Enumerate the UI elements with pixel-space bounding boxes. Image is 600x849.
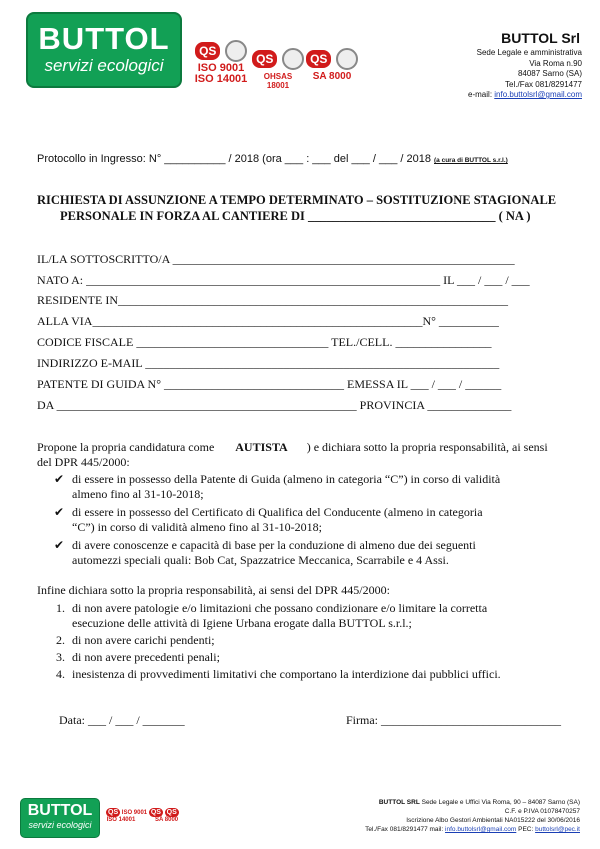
logo-subtitle: servizi ecologici — [44, 56, 164, 75]
email-label: e-mail: — [468, 90, 493, 99]
cert-seal-icon — [336, 48, 358, 70]
requirement-text: di avere conoscenze e capacità di base per la conduzione di almeno due dei seguenti automezzi speciali quali: Bob Cat, Spazzatrice Meccanica, Scarrabile e 4 Assi. — [72, 538, 476, 567]
field-residente[interactable]: RESIDENTE IN_________________________________________________________________ — [37, 293, 508, 307]
declaration-item — [46, 667, 506, 682]
declaration-text: di non avere precedenti penali; — [72, 650, 220, 664]
protocol-note: (a cura di BUTTOL s.r.l.) — [434, 157, 508, 164]
item-number: 2. — [56, 633, 65, 647]
qs-badge: QS — [195, 42, 220, 60]
declaration-intro: Infine dichiara sotto la propria responsabilità, ai sensi del DPR 445/2000: — [37, 583, 390, 597]
cert-sa8000: SA 8000 — [312, 71, 352, 82]
company-name: BUTTOL Srl — [501, 30, 580, 46]
form-title-line2: PERSONALE IN FORZA AL CANTIERE DI ______________________________ ( NA ) — [60, 209, 531, 223]
footer-line: Iscrizione Albo Gestori Ambientali NA015222 del 30/06/2016 — [406, 817, 580, 824]
declaration-text: di non avere carichi pendenti; — [72, 633, 215, 647]
cert-iso-9001: ISO 9001 — [197, 62, 245, 74]
field-codice-fiscale[interactable]: CODICE FISCALE ________________________________ TEL./CELL. ________________ — [37, 335, 492, 349]
checkmark-icon: ✔ — [54, 472, 65, 486]
logo-title: BUTTOL — [38, 21, 170, 56]
qs-badge: QS — [166, 809, 177, 816]
company-address — [468, 48, 582, 101]
declaration-item — [46, 650, 506, 665]
qs-badge: QS — [108, 809, 119, 816]
proposal-role: AUTISTA — [235, 440, 288, 454]
protocol-line — [37, 153, 508, 165]
footer-line — [365, 798, 580, 807]
checkmark-icon: ✔ — [54, 505, 65, 519]
footer-cert: SA 8000 — [154, 817, 179, 823]
buttol-logo — [26, 12, 182, 88]
footer-pec-label: PEC: — [516, 826, 536, 833]
protocol-text: Protocollo in Ingresso: N° __________ / 2018 (ora ___ : ___ del ___ / ___ / 2018 — [37, 153, 435, 165]
requirement-item — [46, 472, 506, 502]
item-number: 1. — [56, 601, 65, 615]
footer-logo — [20, 798, 100, 838]
qs-badge: QS — [150, 809, 161, 816]
date-field[interactable]: Data: ___ / ___ / _______ — [59, 713, 185, 727]
field-via[interactable]: ALLA VIA_______________________________________________________N° __________ — [37, 314, 499, 328]
address-line: 84087 Sarno (SA) — [517, 69, 582, 78]
qs-badge: QS — [306, 50, 331, 68]
declaration-text: inesistenza di provvedimenti limitativi che comportano la interdizione dai pubblici uffici. — [72, 667, 501, 681]
declaration-text: di non avere patologie e/o limitazioni che possano condizionare e/o limitare la corretta esecuzione delle attività di Igiene Urbana erogate dalla BUTTOL s.r.l.; — [72, 601, 488, 630]
footer-mail-link[interactable]: info.buttolsrl@gmail.com — [445, 826, 517, 833]
proposal-post: ) e dichiara sotto la propria responsabilità, ai sensi — [306, 440, 548, 454]
field-sottoscritto[interactable]: IL/LA SOTTOSCRITTO/A _________________________________________________________ — [37, 252, 515, 266]
address-line: Tel./Fax 081/8291477 — [505, 79, 582, 89]
footer-logo-title: BUTTOL — [27, 802, 93, 819]
address-line: Sede Legale e amministrativa — [476, 48, 582, 57]
declaration-item — [46, 633, 506, 648]
proposal-pre: Propone la propria candidatura come — [37, 440, 215, 454]
item-number: 3. — [56, 650, 65, 664]
field-da-provincia[interactable]: DA __________________________________________________ PROVINCIA ______________ — [37, 398, 512, 412]
footer-address: Sede Legale e Uffici Via Roma, 90 – 84087 Sarno (SA) — [419, 799, 580, 806]
footer-company: BUTTOL SRL — [378, 799, 420, 806]
requirements-list — [46, 472, 506, 571]
footer-logo-subtitle: servizi ecologici — [28, 820, 92, 830]
item-number: 4. — [56, 667, 65, 681]
form-title-line1: RICHIESTA DI ASSUNZIONE A TEMPO DETERMINATO – SOSTITUZIONE STAGIONALE — [37, 193, 557, 207]
email-line — [468, 90, 582, 101]
field-patente[interactable]: PATENTE DI GUIDA N° ______________________________ EMESSA IL ___ / ___ / ______ — [37, 377, 502, 391]
field-email[interactable]: INDIRIZZO E-MAIL ___________________________________________________________ — [37, 356, 500, 370]
cert-ohsas: OHSAS 18001 — [263, 72, 293, 90]
cert-ohsas-block — [252, 48, 304, 90]
requirement-text: di essere in possesso della Patente di Guida (almeno in categoria “C”) in corso di validità almeno fino al 31-10-2018; — [72, 472, 501, 501]
declaration-item — [46, 601, 506, 631]
checkmark-icon: ✔ — [54, 538, 65, 552]
qs-badge: QS — [252, 50, 277, 68]
proposal-line2: del DPR 445/2000: — [37, 455, 130, 469]
footer-certs — [106, 808, 179, 823]
footer-info — [365, 798, 580, 834]
cert-seal-icon — [282, 48, 304, 70]
cert-sa-block — [306, 48, 358, 82]
requirement-text: di essere in possesso del Certificato di Qualifica del Conducente (almeno in categoria “C”) in corso di validità almeno fino al 31-10-2018; — [72, 505, 483, 534]
footer-line — [365, 825, 580, 834]
footer-line: C.F. e P.IVA 01078470257 — [504, 808, 580, 815]
footer-tel: Tel./Fax 081/8291477 mail: — [365, 826, 446, 833]
declaration-list — [46, 601, 506, 684]
cert-iso-14001: ISO 14001 — [194, 73, 248, 85]
footer-pec-link[interactable]: buttolsrl@pec.it — [535, 826, 580, 833]
footer-cert: ISO 9001 — [121, 810, 148, 816]
proposal-paragraph — [37, 440, 567, 470]
field-nato-a[interactable]: NATO A: ___________________________________________________________ IL ___ / ___ / ___ — [37, 273, 530, 287]
cert-iso-block — [190, 40, 252, 85]
signature-field[interactable]: Firma: ______________________________ — [346, 713, 561, 727]
cert-seal-icon — [225, 40, 247, 62]
address-line: Via Roma n.90 — [529, 58, 582, 68]
email-link[interactable]: info.buttolsrl@gmail.com — [494, 90, 582, 99]
requirement-item — [46, 538, 506, 568]
footer-cert: ISO 14001 — [106, 817, 136, 823]
requirement-item — [46, 505, 506, 535]
